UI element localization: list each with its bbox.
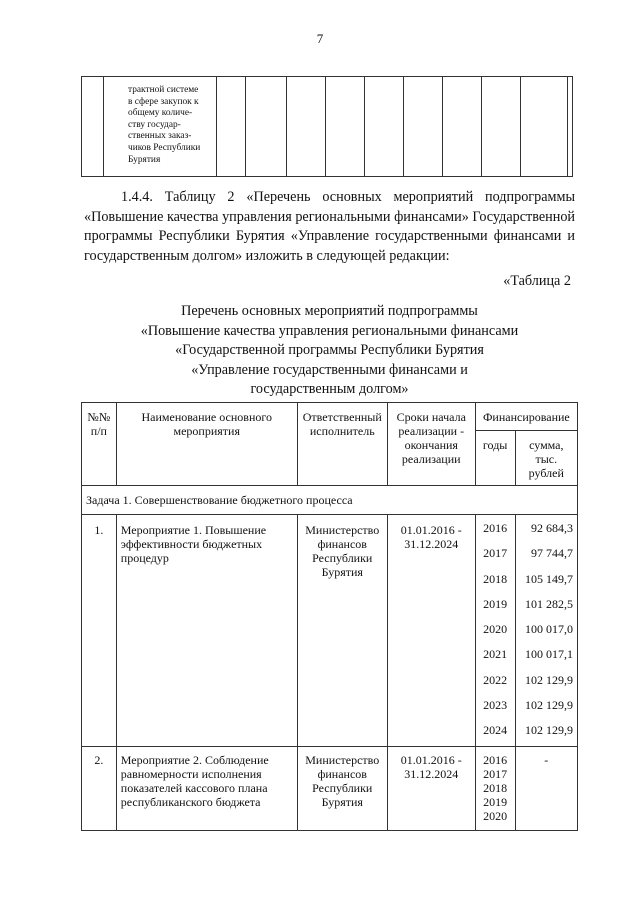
- row-years: [475, 515, 515, 747]
- header-dates: Сроки начала реализации - окончания реализации: [387, 403, 475, 486]
- year: 2020: [483, 622, 508, 636]
- title-line: «Управление государственными финансами и: [191, 361, 468, 378]
- text-line: ственных заказ-: [128, 131, 192, 142]
- cell: [82, 77, 104, 177]
- header-num: №№ п/п: [82, 403, 117, 486]
- row-resp: Министерство финансов Республики Бурятия: [297, 515, 387, 747]
- cell: [217, 77, 246, 177]
- year: 2017: [483, 546, 508, 561]
- row-dates: 01.01.2016 - 31.12.2024: [387, 747, 475, 831]
- text-line: ству государ-: [128, 119, 181, 130]
- cell: [365, 77, 404, 177]
- year: 2020: [483, 809, 508, 823]
- continued-row-text: [104, 77, 217, 177]
- sum: 101 282,5: [525, 596, 573, 611]
- sum: 102 129,9: [525, 672, 573, 687]
- cell: [482, 77, 521, 177]
- cell: [287, 77, 326, 177]
- text-line: чиков Республики: [128, 142, 201, 153]
- cell: [568, 77, 573, 177]
- year: 2019: [483, 596, 508, 611]
- cell: [246, 77, 287, 177]
- header-years: годы: [475, 431, 515, 486]
- table-row: [82, 515, 578, 747]
- sum: 105 149,7: [525, 571, 573, 586]
- row-years: [475, 747, 515, 831]
- row-name: Мероприятие 1. Повышение эффективности бюджетных процедур: [116, 515, 297, 747]
- sum: 100 017,1: [525, 647, 573, 662]
- header-sum: сумма, тыс. рублей: [515, 431, 577, 486]
- task-cell: Задача 1. Совершенствование бюджетного процесса: [82, 486, 578, 515]
- row-resp: Министерство финансов Республики Бурятия: [297, 747, 387, 831]
- cell: [404, 77, 443, 177]
- text-line: общему количе-: [128, 108, 193, 119]
- header-name: Наименование основного мероприятия: [116, 403, 297, 486]
- cell: [326, 77, 365, 177]
- sum: 102 129,9: [525, 723, 573, 737]
- measures-table: [81, 402, 578, 831]
- year: 2018: [483, 781, 508, 795]
- title-line: государственным долгом»: [250, 381, 409, 397]
- header-financing: Финансирование: [475, 403, 577, 431]
- header-resp: Ответственный исполнитель: [297, 403, 387, 486]
- row-sum: -: [515, 747, 577, 831]
- continued-table: [81, 76, 573, 177]
- text-line: трактной системе: [128, 85, 199, 95]
- year: 2018: [483, 571, 508, 586]
- title-line: «Повышение качества управления региональными финансами: [140, 322, 519, 339]
- sum: 100 017,0: [525, 622, 573, 636]
- cell: [521, 77, 568, 177]
- sum: 97 744,7: [531, 546, 573, 561]
- amendment-paragraph: 1.4.4. Таблицу 2 «Перечень основных мероприятий подпрограммы «Повышение качества управления региональными финансами» Государственной программы Республики Бурятия «Управление государственными финансами и государственным долгом» изложить в следующей редакции:: [84, 189, 575, 264]
- title-line: «Государственной программы Республики Бурятия: [175, 342, 484, 358]
- table-label: «Таблица 2: [503, 273, 571, 289]
- year: 2021: [483, 647, 508, 662]
- header-row: [82, 403, 578, 431]
- title-line: Перечень основных мероприятий подпрограммы: [181, 303, 478, 319]
- year: 2023: [483, 697, 508, 712]
- sum: 102 129,9: [525, 697, 573, 712]
- table-title: [84, 302, 575, 400]
- year: 2017: [483, 767, 508, 781]
- sum: 92 684,3: [531, 521, 573, 535]
- task-row: [82, 486, 578, 515]
- row-sums: [515, 515, 577, 747]
- text-line: Бурятия: [128, 154, 161, 165]
- year: 2022: [483, 672, 508, 687]
- year: 2016: [483, 753, 508, 767]
- text-line: в сфере закупок к: [128, 96, 199, 107]
- page-number: 7: [316, 31, 324, 46]
- year: 2019: [483, 795, 508, 809]
- year: 2016: [483, 521, 508, 535]
- table-row: [82, 747, 578, 831]
- year: 2024: [483, 723, 508, 737]
- row-num: 2.: [82, 747, 117, 831]
- row-name: Мероприятие 2. Соблюдение равномерности исполнения показателей кассового плана республиканского бюджета: [116, 747, 297, 831]
- cell: [443, 77, 482, 177]
- row-num: 1.: [82, 515, 117, 747]
- row-dates: 01.01.2016 - 31.12.2024: [387, 515, 475, 747]
